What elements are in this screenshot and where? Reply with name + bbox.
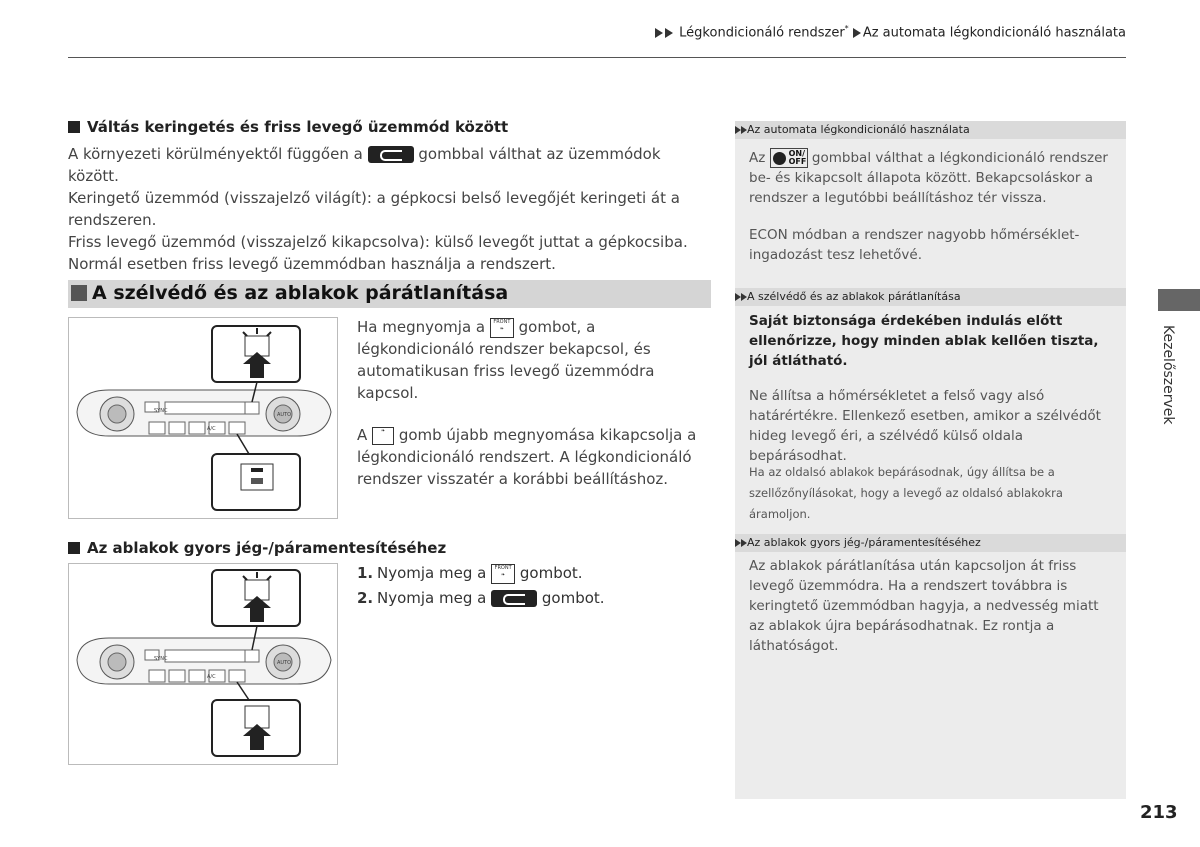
step-number: 1. <box>357 564 374 582</box>
climate-panel-drawing <box>69 318 337 518</box>
sidebar-notes <box>735 121 1126 799</box>
arrow-icon <box>655 28 663 38</box>
text: Nyomja meg a <box>377 589 487 607</box>
sync-label: SYNC <box>154 408 168 414</box>
section1-body <box>68 143 713 275</box>
climate-panel-illustration-2 <box>68 563 338 765</box>
subheading <box>68 118 508 136</box>
subheading-text: Váltás keringetés és friss levegő üzemmód között <box>87 118 509 136</box>
text: Friss levegő üzemmód (visszajelző kikapcsolva): külső levegőt juttat a gépkocsiba. Normál esetben friss levegő üzemmódban használja a rendszert. <box>68 233 688 273</box>
section-title-bar <box>68 280 711 308</box>
steps-list <box>357 561 605 611</box>
ac-label: A/C <box>207 674 216 680</box>
note-heading-text: A szélvédő és az ablakok párátlanítása <box>747 290 961 303</box>
sync-label: SYNC <box>154 656 168 662</box>
front-label: FRONT <box>493 318 511 325</box>
subheading <box>68 539 446 557</box>
climate-panel-illustration <box>68 317 338 519</box>
text: Ha megnyomja a <box>357 318 486 336</box>
section-title: A szélvédő és az ablakok párátlanítása <box>92 282 509 304</box>
note-text: Ne állítsa a hőmérsékletet a felső vagy alsó határértékre. Ellenkező esetben, amikor a szélvédőt hideg levegő éri, a szélvédő külső oldala bepárásodhat. <box>749 388 1101 464</box>
list-item <box>357 586 605 611</box>
subheading-text: Az ablakok gyors jég-/páramentesítéséhez <box>87 539 447 557</box>
chapter-tab[interactable] <box>1158 289 1200 311</box>
text: Nyomja meg a <box>377 564 487 582</box>
text: A környezeti körülményektől függően a <box>68 145 363 163</box>
arrow-icon <box>665 28 673 38</box>
list-item <box>357 561 605 586</box>
safety-warning: Saját biztonsága érdekében indulás előtt ellenőrizze, hogy minden ablak kellően tiszta, jól átlátható. <box>749 313 1099 369</box>
note-heading <box>735 121 1126 139</box>
text: gombbal válthat a légkondicionáló rendszer be- és kikapcsolt állapota között. Bekapcsoláskor a rendszer a legutóbbi beállításhoz tér vissza. <box>749 150 1108 206</box>
asterisk-mark: * <box>844 24 849 33</box>
breadcrumb <box>620 24 1126 40</box>
step-number: 2. <box>357 589 374 607</box>
ac-label: A/C <box>207 426 216 432</box>
text: ECON módban a rendszer nagyobb hőmérséklet-ingadozást tesz lehetővé. <box>749 227 1080 263</box>
off-label: OFF <box>788 157 807 166</box>
arrow-icon <box>853 28 861 38</box>
chapter-tab-label: Kezelőszervek <box>1160 325 1176 425</box>
header-divider <box>68 57 1126 58</box>
note-heading <box>735 534 1126 552</box>
text: Az <box>749 150 766 166</box>
on-label: ON/ <box>788 149 806 158</box>
breadcrumb-item[interactable]: Az automata légkondicionáló használata <box>862 25 1126 41</box>
front-label: FRONT <box>494 564 512 571</box>
text: gombot, a légkondicionáló rendszer bekapcsol, és automatikusan friss levegő üzemmódra kapcsol. <box>357 318 655 402</box>
bullet-square-icon <box>68 542 80 554</box>
note-text: Az ablakok párátlanítása után kapcsoljon át friss levegő üzemmódra. Ha a rendszert továbbra is keringtető üzemmódban hagyja, a nedvesség miatt az ablakok újra bepárásodhatnak. Ez rontja a láthatóságot. <box>749 558 1099 654</box>
auto-label: AUTO <box>277 412 292 418</box>
text: A <box>357 426 368 444</box>
note-heading <box>735 288 1126 306</box>
bullet-square-icon <box>71 285 87 301</box>
section2-body <box>357 316 717 490</box>
note-text <box>749 148 1114 265</box>
page-number: 213 <box>1140 802 1178 823</box>
text: gomb újabb megnyomása kikapcsolja a légkondicionáló rendszert. A légkondicionáló rendszer visszatér a korábbi beállításhoz. <box>357 426 697 488</box>
note-heading-text: Az automata légkondicionáló használata <box>747 123 970 136</box>
auto-label: AUTO <box>277 660 292 666</box>
recirculation-button-icon <box>368 146 414 163</box>
note-heading-text: Az ablakok gyors jég-/páramentesítéséhez <box>747 536 981 549</box>
text: gombot. <box>541 589 605 607</box>
bullet-square-icon <box>68 121 80 133</box>
front-defrost-button-icon: ❧ <box>372 427 394 445</box>
front-defrost-button-icon: FRONT ❧ <box>491 564 515 584</box>
climate-panel-drawing <box>69 564 337 764</box>
on-off-button-icon <box>770 148 808 168</box>
text: gombot. <box>519 564 583 582</box>
breadcrumb-item[interactable]: Légkondicionáló rendszer <box>679 25 845 41</box>
note-text-small: Ha az oldalsó ablakok bepárásodnak, úgy állítsa be a szellőzőnyílásokat, hogy a levegő az oldalsó ablakokra áramoljon. <box>749 465 1063 521</box>
text: gombbal válthat az üzemmódok között. <box>68 145 661 185</box>
recirculation-button-icon <box>491 590 537 607</box>
text: Keringető üzemmód (visszajelző világít): a gépkocsi belső levegőjét keringeti át a rendszeren. <box>68 189 680 229</box>
front-defrost-button-icon: FRONT ❧ <box>490 318 514 338</box>
fan-icon <box>773 152 786 165</box>
